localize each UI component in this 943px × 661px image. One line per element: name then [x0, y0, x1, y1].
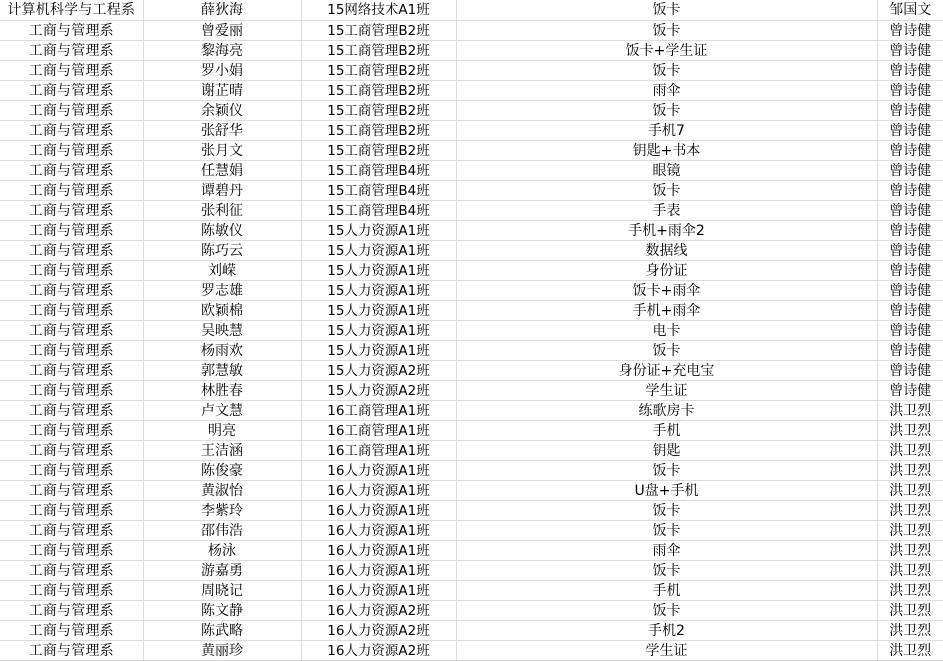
counselor-cell[interactable]: 曾诗健 — [877, 41, 943, 61]
department-cell[interactable]: 工商与管理系 — [0, 141, 143, 161]
department-cell[interactable]: 工商与管理系 — [0, 241, 143, 261]
class-cell[interactable]: 16人力资源A1班 — [301, 461, 456, 481]
student-name-cell[interactable]: 李紫玲 — [143, 501, 301, 521]
counselor-cell[interactable]: 洪卫烈 — [877, 541, 943, 561]
table-row — [0, 441, 943, 461]
student-name-cell[interactable]: 明亮 — [143, 421, 301, 441]
department-cell[interactable]: 计算机科学与工程系 — [0, 0, 143, 21]
lost-item-cell[interactable]: 饭卡 — [456, 521, 877, 541]
table-row — [0, 21, 943, 41]
table-row — [0, 141, 943, 161]
student-name-cell[interactable]: 张月文 — [143, 141, 301, 161]
counselor-cell[interactable]: 洪卫烈 — [877, 561, 943, 581]
counselor-cell[interactable]: 洪卫烈 — [877, 581, 943, 601]
lost-item-cell[interactable]: 饭卡 — [456, 61, 877, 81]
student-name-cell[interactable]: 卢文慧 — [143, 401, 301, 421]
department-cell[interactable]: 工商与管理系 — [0, 341, 143, 361]
department-cell[interactable]: 工商与管理系 — [0, 121, 143, 141]
student-name-cell[interactable]: 陈敏仪 — [143, 221, 301, 241]
lost-item-cell[interactable]: 饭卡 — [456, 601, 877, 621]
counselor-cell[interactable]: 曾诗健 — [877, 261, 943, 281]
student-name-cell[interactable]: 吴映慧 — [143, 321, 301, 341]
student-name-cell[interactable]: 林胜春 — [143, 381, 301, 401]
table-row — [0, 181, 943, 201]
lost-item-cell[interactable]: 手机+雨伞2 — [456, 221, 877, 241]
table-row — [0, 261, 943, 281]
student-name-cell[interactable]: 王洁涵 — [143, 441, 301, 461]
class-cell[interactable]: 15人力资源A1班 — [301, 321, 456, 341]
class-cell[interactable]: 16人力资源A1班 — [301, 581, 456, 601]
class-cell[interactable]: 16工商管理A1班 — [301, 421, 456, 441]
department-cell[interactable]: 工商与管理系 — [0, 281, 143, 301]
lost-item-cell[interactable]: 身份证+充电宝 — [456, 361, 877, 381]
class-cell[interactable]: 15工商管理B2班 — [301, 141, 456, 161]
counselor-cell[interactable]: 洪卫烈 — [877, 621, 943, 641]
lost-item-cell[interactable]: 手机+雨伞 — [456, 301, 877, 321]
lost-item-cell[interactable]: 雨伞 — [456, 541, 877, 561]
department-cell[interactable]: 工商与管理系 — [0, 101, 143, 121]
department-cell[interactable]: 工商与管理系 — [0, 401, 143, 421]
counselor-cell[interactable]: 曾诗健 — [877, 141, 943, 161]
class-cell[interactable]: 16人力资源A2班 — [301, 621, 456, 641]
student-name-cell[interactable]: 陈文静 — [143, 601, 301, 621]
class-cell[interactable]: 15网络技术A1班 — [301, 0, 456, 21]
table-row — [0, 541, 943, 561]
student-name-cell[interactable]: 邵伟浩 — [143, 521, 301, 541]
counselor-cell[interactable]: 曾诗健 — [877, 81, 943, 101]
table-row — [0, 221, 943, 241]
table-row — [0, 61, 943, 81]
table-row — [0, 521, 943, 541]
student-name-cell[interactable]: 谢芷晴 — [143, 81, 301, 101]
department-cell[interactable]: 工商与管理系 — [0, 441, 143, 461]
table-row — [0, 101, 943, 121]
lost-item-cell[interactable]: 学生证 — [456, 381, 877, 401]
table-row — [0, 581, 943, 601]
lost-item-cell[interactable]: 饭卡 — [456, 341, 877, 361]
department-cell[interactable]: 工商与管理系 — [0, 601, 143, 621]
class-cell[interactable]: 16人力资源A1班 — [301, 541, 456, 561]
class-cell[interactable]: 15工商管理B2班 — [301, 61, 456, 81]
department-cell[interactable]: 工商与管理系 — [0, 501, 143, 521]
student-name-cell[interactable]: 任慧娟 — [143, 161, 301, 181]
lost-item-cell[interactable]: 眼镜 — [456, 161, 877, 181]
student-name-cell[interactable]: 余颖仪 — [143, 101, 301, 121]
table-row — [0, 501, 943, 521]
table-row — [0, 601, 943, 621]
student-name-cell[interactable]: 杨雨欢 — [143, 341, 301, 361]
student-name-cell[interactable]: 黄丽珍 — [143, 641, 301, 661]
table-row — [0, 481, 943, 501]
student-name-cell[interactable]: 周晓记 — [143, 581, 301, 601]
counselor-cell[interactable]: 洪卫烈 — [877, 521, 943, 541]
department-cell[interactable]: 工商与管理系 — [0, 481, 143, 501]
table-row — [0, 461, 943, 481]
department-cell[interactable]: 工商与管理系 — [0, 461, 143, 481]
lost-item-cell[interactable]: 饭卡 — [456, 561, 877, 581]
lost-item-cell[interactable]: 手表 — [456, 201, 877, 221]
lost-item-cell[interactable]: 学生证 — [456, 641, 877, 661]
student-name-cell[interactable]: 张利征 — [143, 201, 301, 221]
counselor-cell[interactable]: 洪卫烈 — [877, 441, 943, 461]
class-cell[interactable]: 15工商管理B2班 — [301, 41, 456, 61]
lost-item-cell[interactable]: 练歌房卡 — [456, 401, 877, 421]
table-row — [0, 41, 943, 61]
table-row — [0, 561, 943, 581]
class-cell[interactable]: 16人力资源A1班 — [301, 521, 456, 541]
student-name-cell[interactable]: 张舒华 — [143, 121, 301, 141]
table-row — [0, 281, 943, 301]
table-row — [0, 201, 943, 221]
counselor-cell[interactable]: 曾诗健 — [877, 221, 943, 241]
student-name-cell[interactable]: 陈巧云 — [143, 241, 301, 261]
table-row — [0, 0, 943, 21]
class-cell[interactable]: 15人力资源A1班 — [301, 341, 456, 361]
department-cell[interactable]: 工商与管理系 — [0, 261, 143, 281]
counselor-cell[interactable]: 曾诗健 — [877, 21, 943, 41]
department-cell[interactable]: 工商与管理系 — [0, 41, 143, 61]
lost-item-cell[interactable]: 饭卡 — [456, 181, 877, 201]
counselor-cell[interactable]: 洪卫烈 — [877, 481, 943, 501]
lost-item-cell[interactable]: 饭卡 — [456, 101, 877, 121]
lost-item-cell[interactable]: 饭卡+雨伞 — [456, 281, 877, 301]
table-row — [0, 361, 943, 381]
counselor-cell[interactable]: 曾诗健 — [877, 381, 943, 401]
counselor-cell[interactable]: 邹国文 — [877, 0, 943, 21]
department-cell[interactable]: 工商与管理系 — [0, 161, 143, 181]
table-row — [0, 321, 943, 341]
department-cell[interactable]: 工商与管理系 — [0, 541, 143, 561]
counselor-cell[interactable]: 洪卫烈 — [877, 501, 943, 521]
department-cell[interactable]: 工商与管理系 — [0, 361, 143, 381]
table-row — [0, 161, 943, 181]
table-row — [0, 401, 943, 421]
student-name-cell[interactable]: 陈武略 — [143, 621, 301, 641]
student-name-cell[interactable]: 黄淑怡 — [143, 481, 301, 501]
student-name-cell[interactable]: 刘嵘 — [143, 261, 301, 281]
class-cell[interactable]: 15工商管理B4班 — [301, 161, 456, 181]
lost-item-cell[interactable]: 手机7 — [456, 121, 877, 141]
class-cell[interactable]: 15人力资源A2班 — [301, 381, 456, 401]
class-cell[interactable]: 16人力资源A1班 — [301, 561, 456, 581]
class-cell[interactable]: 16人力资源A2班 — [301, 601, 456, 621]
department-cell[interactable]: 工商与管理系 — [0, 381, 143, 401]
counselor-cell[interactable]: 曾诗健 — [877, 361, 943, 381]
class-cell[interactable]: 16人力资源A1班 — [301, 501, 456, 521]
table-row — [0, 621, 943, 641]
lost-item-cell[interactable]: 数据线 — [456, 241, 877, 261]
table-row — [0, 301, 943, 321]
department-cell[interactable]: 工商与管理系 — [0, 521, 143, 541]
department-cell[interactable]: 工商与管理系 — [0, 581, 143, 601]
lost-item-cell[interactable]: 雨伞 — [456, 81, 877, 101]
department-cell[interactable]: 工商与管理系 — [0, 421, 143, 441]
student-name-cell[interactable]: 郭慧敏 — [143, 361, 301, 381]
department-cell[interactable]: 工商与管理系 — [0, 81, 143, 101]
department-cell[interactable]: 工商与管理系 — [0, 201, 143, 221]
counselor-cell[interactable]: 曾诗健 — [877, 341, 943, 361]
lost-item-cell[interactable]: 身份证 — [456, 261, 877, 281]
lost-item-cell[interactable]: U盘+手机 — [456, 481, 877, 501]
student-name-cell[interactable]: 游嘉勇 — [143, 561, 301, 581]
student-name-cell[interactable]: 罗志雄 — [143, 281, 301, 301]
class-cell[interactable]: 15人力资源A1班 — [301, 281, 456, 301]
counselor-cell[interactable]: 洪卫烈 — [877, 461, 943, 481]
lost-item-cell[interactable]: 饭卡 — [456, 0, 877, 21]
counselor-cell[interactable]: 曾诗健 — [877, 301, 943, 321]
class-cell[interactable]: 15人力资源A1班 — [301, 221, 456, 241]
table-row — [0, 421, 943, 441]
class-cell[interactable]: 15工商管理B2班 — [301, 21, 456, 41]
table-row — [0, 121, 943, 141]
student-name-cell[interactable]: 欧颖棉 — [143, 301, 301, 321]
table-row — [0, 381, 943, 401]
department-cell[interactable]: 工商与管理系 — [0, 561, 143, 581]
department-cell[interactable]: 工商与管理系 — [0, 301, 143, 321]
class-cell[interactable]: 16人力资源A2班 — [301, 641, 456, 661]
lost-item-cell[interactable]: 钥匙 — [456, 441, 877, 461]
lost-item-cell[interactable]: 饭卡 — [456, 21, 877, 41]
student-name-cell[interactable]: 陈俊豪 — [143, 461, 301, 481]
lost-item-cell[interactable]: 手机 — [456, 421, 877, 441]
class-cell[interactable]: 15人力资源A2班 — [301, 361, 456, 381]
department-cell[interactable]: 工商与管理系 — [0, 621, 143, 641]
class-cell[interactable]: 15人力资源A1班 — [301, 241, 456, 261]
counselor-cell[interactable]: 洪卫烈 — [877, 401, 943, 421]
table-row — [0, 641, 943, 661]
student-name-cell[interactable]: 杨泳 — [143, 541, 301, 561]
lost-item-cell[interactable]: 手机 — [456, 581, 877, 601]
lost-item-cell[interactable]: 饭卡+学生证 — [456, 41, 877, 61]
department-cell[interactable]: 工商与管理系 — [0, 221, 143, 241]
counselor-cell[interactable]: 曾诗健 — [877, 281, 943, 301]
table-row — [0, 241, 943, 261]
counselor-cell[interactable]: 曾诗健 — [877, 181, 943, 201]
class-cell[interactable]: 16人力资源A1班 — [301, 481, 456, 501]
counselor-cell[interactable]: 洪卫烈 — [877, 641, 943, 661]
class-cell[interactable]: 15工商管理B2班 — [301, 121, 456, 141]
class-cell[interactable]: 15人力资源A1班 — [301, 261, 456, 281]
department-cell[interactable]: 工商与管理系 — [0, 321, 143, 341]
counselor-cell[interactable]: 曾诗健 — [877, 61, 943, 81]
lost-item-cell[interactable]: 饭卡 — [456, 461, 877, 481]
class-cell[interactable]: 15工商管理B4班 — [301, 181, 456, 201]
student-name-cell[interactable]: 黎海亮 — [143, 41, 301, 61]
department-cell[interactable]: 工商与管理系 — [0, 181, 143, 201]
counselor-cell[interactable]: 曾诗健 — [877, 101, 943, 121]
student-name-cell[interactable]: 谭碧丹 — [143, 181, 301, 201]
department-cell[interactable]: 工商与管理系 — [0, 21, 143, 41]
lost-item-cell[interactable]: 手机2 — [456, 621, 877, 641]
counselor-cell[interactable]: 曾诗健 — [877, 241, 943, 261]
lost-item-cell[interactable]: 电卡 — [456, 321, 877, 341]
class-cell[interactable]: 16工商管理A1班 — [301, 441, 456, 461]
student-name-cell[interactable]: 罗小娟 — [143, 61, 301, 81]
table-row — [0, 81, 943, 101]
counselor-cell[interactable]: 曾诗健 — [877, 201, 943, 221]
student-name-cell[interactable]: 曾爱丽 — [143, 21, 301, 41]
department-cell[interactable]: 工商与管理系 — [0, 61, 143, 81]
lost-item-cell[interactable]: 饭卡 — [456, 501, 877, 521]
counselor-cell[interactable]: 曾诗健 — [877, 121, 943, 141]
counselor-cell[interactable]: 洪卫烈 — [877, 601, 943, 621]
class-cell[interactable]: 15工商管理B2班 — [301, 81, 456, 101]
counselor-cell[interactable]: 洪卫烈 — [877, 421, 943, 441]
lost-item-cell[interactable]: 钥匙+书本 — [456, 141, 877, 161]
class-cell[interactable]: 15人力资源A1班 — [301, 301, 456, 321]
class-cell[interactable]: 16工商管理A1班 — [301, 401, 456, 421]
student-name-cell[interactable]: 薛狄海 — [143, 0, 301, 21]
counselor-cell[interactable]: 曾诗健 — [877, 161, 943, 181]
class-cell[interactable]: 15工商管理B4班 — [301, 201, 456, 221]
counselor-cell[interactable]: 曾诗健 — [877, 321, 943, 341]
department-cell[interactable]: 工商与管理系 — [0, 641, 143, 661]
table-row — [0, 341, 943, 361]
class-cell[interactable]: 15工商管理B2班 — [301, 101, 456, 121]
